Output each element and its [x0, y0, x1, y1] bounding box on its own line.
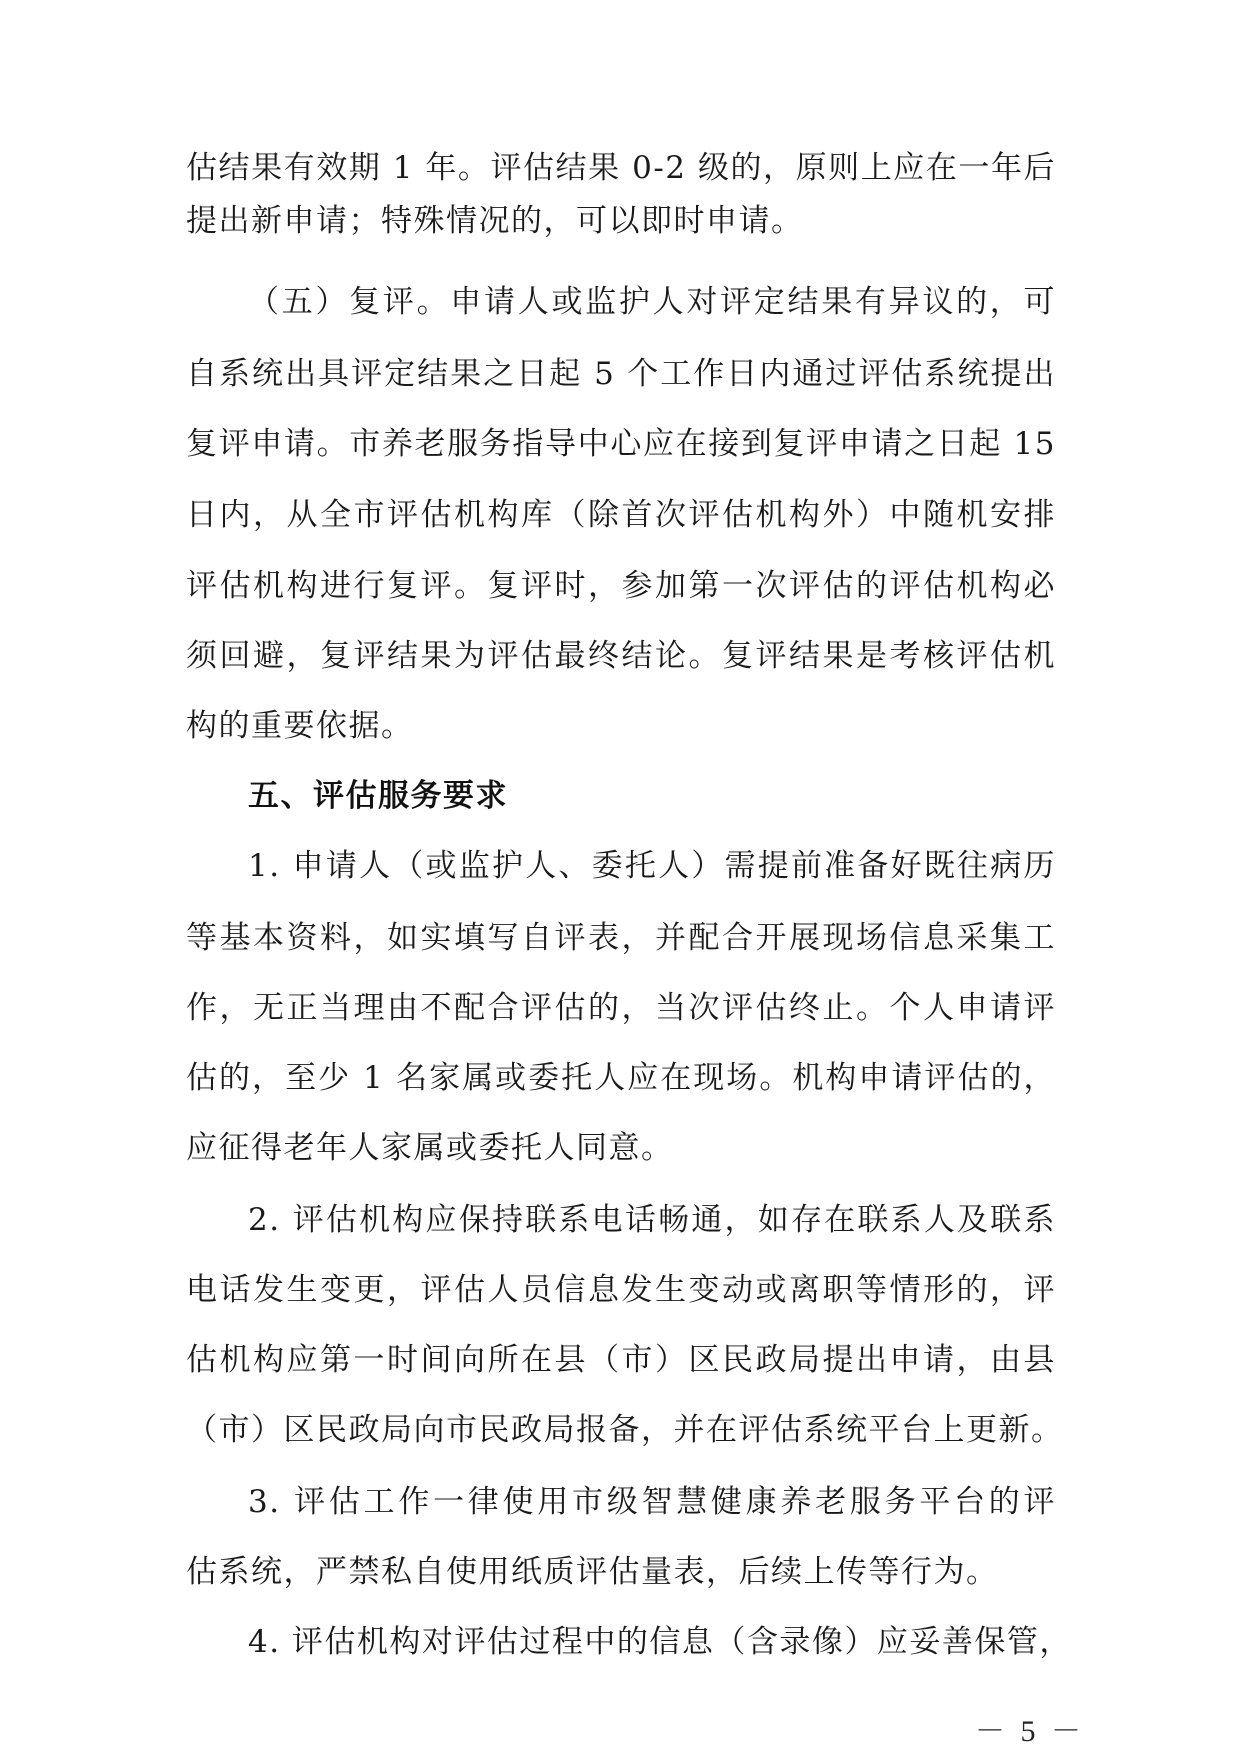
- paragraph-line: 自系统出具评定结果之日起 5 个工作日内通过评估系统提出: [186, 356, 1056, 392]
- list-item-2-line: （市）区民政局向市民政局报备，并在评估系统平台上更新。: [186, 1412, 1064, 1448]
- paragraph-line: 估结果有效期 1 年。评估结果 0-2 级的，原则上应在一年后: [186, 150, 1056, 186]
- list-item-2-line: 估机构应第一时间向所在县（市）区民政局提出申请，由县: [186, 1342, 1056, 1378]
- list-item-4-line: 4. 评估机构对评估过程中的信息（含录像）应妥善保管，: [248, 1624, 1072, 1660]
- paragraph-line: 提出新申请；特殊情况的，可以即时申请。: [186, 203, 804, 239]
- paragraph-line: 评估机构进行复评。复评时，参加第一次评估的评估机构必: [186, 568, 1056, 604]
- list-item-3-line: 3. 评估工作一律使用市级智慧健康养老服务平台的评: [248, 1484, 1056, 1520]
- list-item-1-line: 作，无正当理由不配合评估的，当次评估终止。个人申请评: [186, 990, 1056, 1026]
- list-item-1-line: 应征得老年人家属或委托人同意。: [186, 1130, 674, 1166]
- list-item-1-line: 等基本资料，如实填写自评表，并配合开展现场信息采集工: [186, 920, 1056, 956]
- list-item-2-line: 电话发生变更，评估人员信息发生变动或离职等情形的，评: [186, 1272, 1056, 1308]
- list-item-1-line: 1. 申请人（或监护人、委托人）需提前准备好既往病历: [248, 848, 1056, 884]
- list-item-1-line: 估的，至少 1 名家属或委托人应在现场。机构申请评估的，: [186, 1060, 1056, 1096]
- section-heading: 五、评估服务要求: [248, 778, 508, 814]
- paragraph-line-re-evaluation: （五）复评。申请人或监护人对评定结果有异议的，可: [248, 284, 1056, 320]
- page-number: － 5 －: [975, 1715, 1085, 1748]
- paragraph-line: 日内，从全市评估机构库（除首次评估机构外）中随机安排: [186, 497, 1056, 533]
- list-item-3-line: 估系统，严禁私自使用纸质评估量表，后续上传等行为。: [186, 1554, 999, 1590]
- paragraph-line: 复评申请。市养老服务指导中心应在接到复评申请之日起 15: [186, 426, 1056, 462]
- paragraph-line: 构的重要依据。: [186, 708, 414, 744]
- list-item-2-line: 2. 评估机构应保持联系电话畅通，如存在联系人及联系: [248, 1202, 1056, 1238]
- paragraph-line: 须回避，复评结果为评估最终结论。复评结果是考核评估机: [186, 638, 1056, 674]
